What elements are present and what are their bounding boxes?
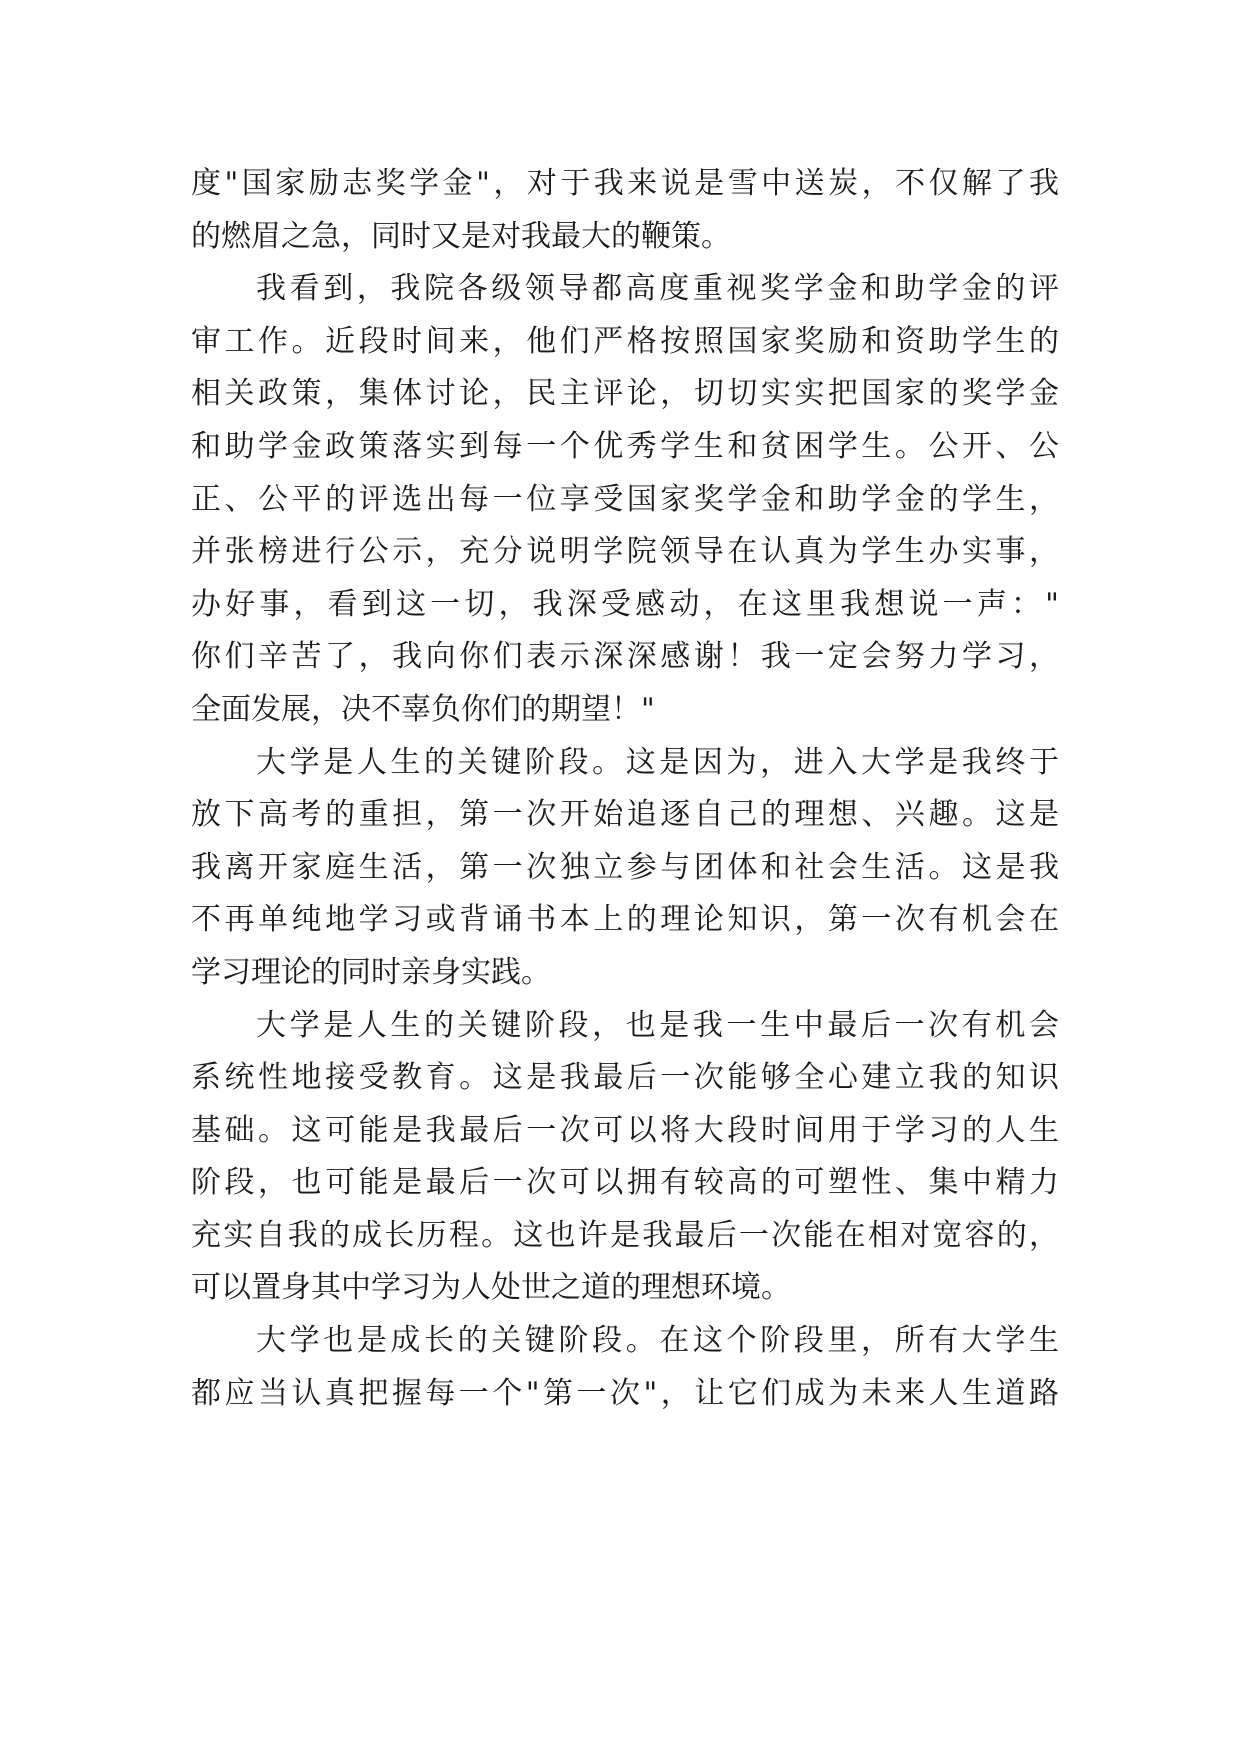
text-line: 都应当认真把握每一个"第一次"，让它们成为未来人生道路: [191, 1375, 1059, 1411]
text-line: 度"国家励志奖学金"，对于我来说是雪中送炭，不仅解了我: [191, 166, 1059, 201]
text-line: 的燃眉之急，同时又是对我最大的鞭策。: [191, 218, 731, 254]
text-line: 可以置身其中学习为人处世之道的理想环境。: [191, 1270, 791, 1306]
text-line: 阶段，也可能是最后一次可以拥有较高的可塑性、集中精力: [191, 1165, 1059, 1201]
text-line: 并张榜进行公示，充分说明学院领导在认真为学生办实事，: [191, 534, 1059, 570]
text-line: 审工作。近段时间来，他们严格按照国家奖励和资助学生的: [191, 323, 1059, 359]
text-line: 充实自我的成长历程。这也许是我最后一次能在相对宽容的，: [191, 1217, 1059, 1253]
text-line: 办好事，看到这一切，我深受感动，在这里我想说一声：": [191, 586, 1059, 622]
text-line: 大学是人生的关键阶段，也是我一生中最后一次有机会: [256, 1007, 1059, 1043]
text-line: 和助学金政策落实到每一个优秀学生和贫困学生。公开、公: [191, 428, 1059, 464]
text-line: 基础。这可能是我最后一次可以将大段时间用于学习的人生: [191, 1112, 1059, 1148]
text-line: 系统性地接受教育。这是我最后一次能够全心建立我的知识: [191, 1060, 1059, 1096]
text-line: 正、公平的评选出每一位享受国家奖学金和助学金的学生，: [191, 481, 1059, 517]
text-line: 相关政策，集体讨论，民主评论，切切实实把国家的奖学金: [191, 376, 1059, 412]
text-line: 放下高考的重担，第一次开始追逐自己的理想、兴趣。这是: [191, 797, 1059, 833]
text-line: 大学也是成长的关键阶段。在这个阶段里，所有大学生: [256, 1323, 1059, 1359]
text-line: 全面发展，决不辜负你们的期望！": [191, 691, 655, 727]
document-body: [191, 158, 1059, 1420]
text-line: 大学是人生的关键阶段。这是因为，进入大学是我终于: [256, 744, 1059, 780]
text-line: 我看到，我院各级领导都高度重视奖学金和助学金的评: [256, 271, 1059, 307]
text-line: 学习理论的同时亲身实践。: [191, 954, 551, 990]
text-line: 不再单纯地学习或背诵书本上的理论知识，第一次有机会在: [191, 902, 1059, 938]
text-line: 你们辛苦了，我向你们表示深深感谢！我一定会努力学习，: [191, 639, 1059, 675]
text-line: 我离开家庭生活，第一次独立参与团体和社会生活。这是我: [191, 849, 1059, 885]
